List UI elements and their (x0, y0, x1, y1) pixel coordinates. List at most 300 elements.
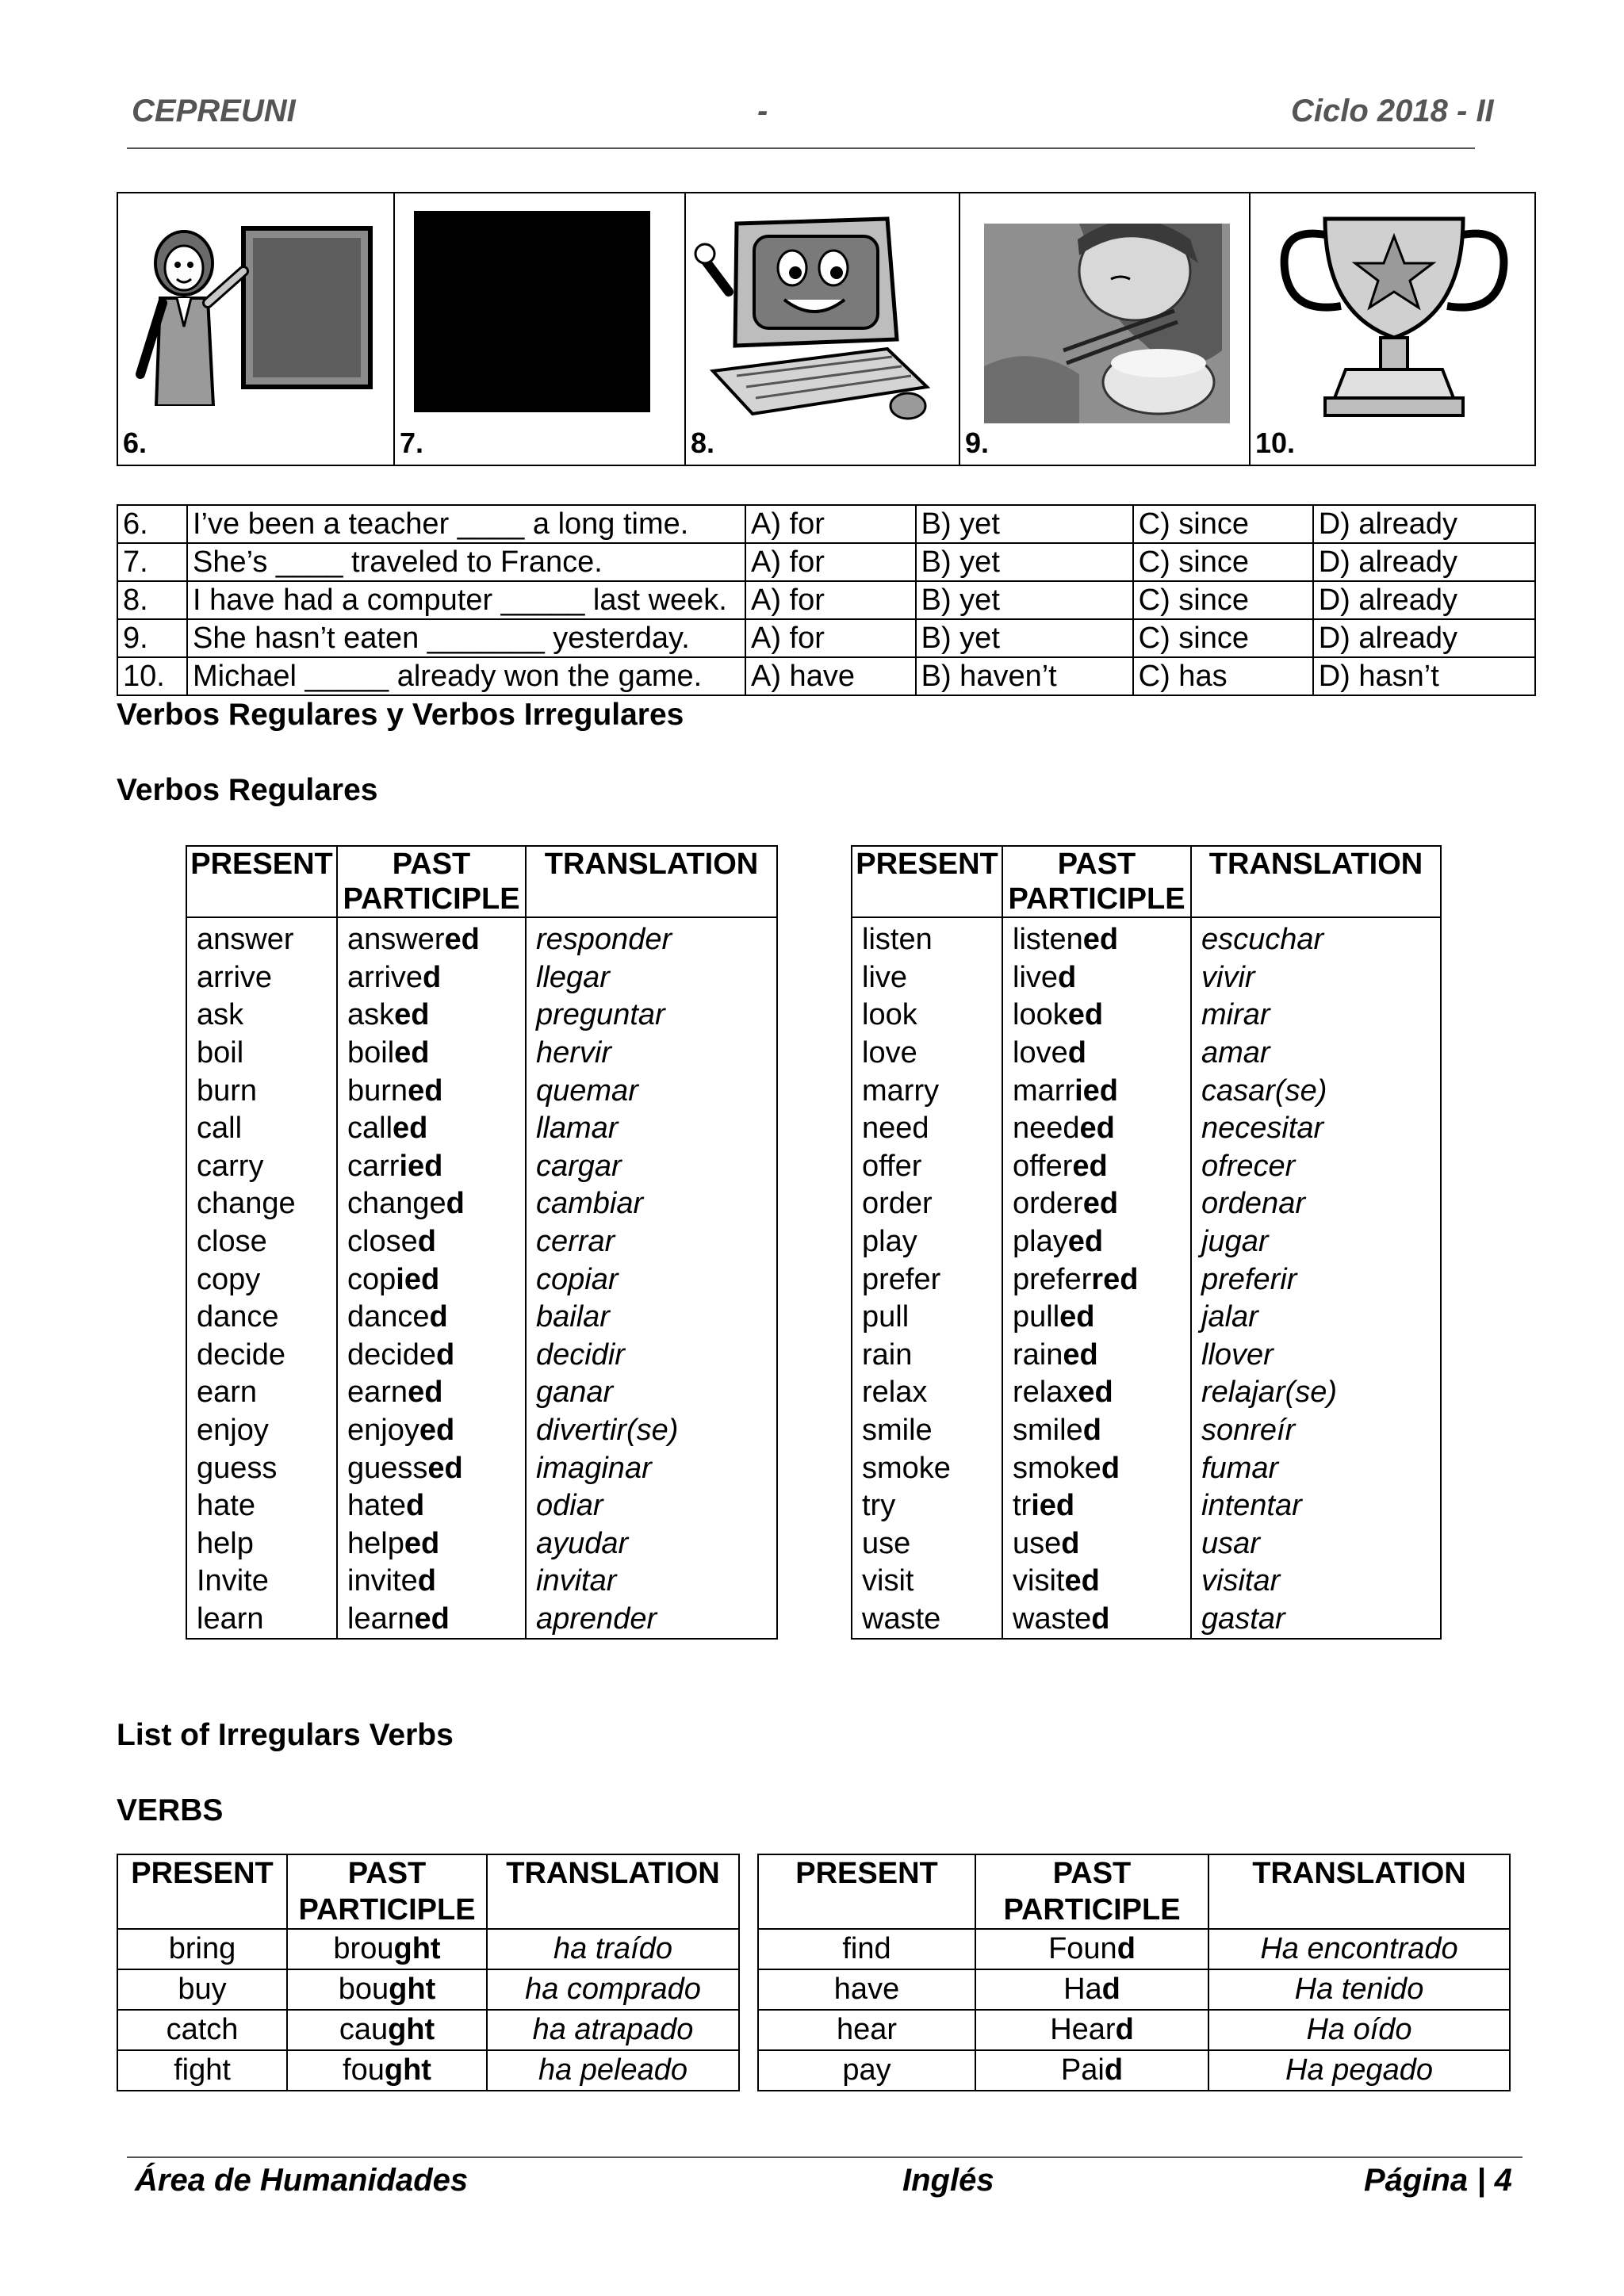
verb-row (852, 1337, 1441, 1375)
verb-present: use (852, 1525, 1002, 1563)
exercise-sentence: I’ve been a teacher ____ a long time. (187, 505, 745, 543)
participle-ending: d (1061, 1526, 1080, 1560)
verb-past-participle (1002, 1487, 1191, 1525)
image-label-8: 8. (691, 427, 715, 459)
verb-present: smile (852, 1412, 1002, 1450)
verb-row (852, 1110, 1441, 1148)
participle-stem: Hear (1050, 2013, 1116, 2046)
verb-present: dance (186, 1299, 337, 1337)
regular-section-title: Verbos Regulares (117, 773, 378, 807)
participle-ending: ied (399, 1149, 443, 1183)
verb-row (186, 1487, 777, 1525)
verb-present: look (852, 997, 1002, 1035)
exercise-option-b: B) yet (916, 581, 1133, 619)
participle-ending: ed (404, 1526, 440, 1560)
verb-translation: amar (1191, 1035, 1441, 1073)
participle-stem: need (1013, 1112, 1080, 1146)
verb-row (186, 1449, 777, 1487)
participle-stem: tr (1013, 1489, 1032, 1523)
exercise-option-c: C) since (1133, 505, 1313, 543)
participle-stem: look (1013, 998, 1068, 1032)
verb-translation: aprender (526, 1601, 777, 1640)
verb-row (117, 1929, 739, 1969)
verb-translation: relajar(se) (1191, 1374, 1441, 1412)
participle-ending: ght (389, 1973, 436, 2006)
verb-past-participle (975, 1929, 1208, 1969)
exercise-option-b: B) yet (916, 619, 1133, 657)
participle-ending: d (1104, 2053, 1124, 2087)
participle-stem: burn (347, 1073, 408, 1108)
exercise-sentence: I have had a computer _____ last week. (187, 581, 745, 619)
girl-eating-rice-icon (984, 224, 1230, 423)
cartoon-computer-icon (689, 212, 943, 427)
participle-ending: ed (414, 1601, 450, 1636)
col-past-participle: PAST PARTICIPLE (337, 846, 526, 917)
footer-page: Página | 4 (1364, 2163, 1512, 2198)
verb-translation: invitar (526, 1563, 777, 1601)
verb-past-participle (975, 1969, 1208, 2010)
participle-stem: offer (1013, 1149, 1073, 1183)
verb-present: copy (186, 1261, 337, 1299)
participle-stem: help (347, 1526, 404, 1560)
participle-stem: pull (1013, 1300, 1060, 1334)
image-cell-6 (118, 193, 395, 465)
exercise-sentence: She hasn’t eaten _______ yesterday. (187, 619, 745, 657)
trophy-icon (1270, 211, 1519, 425)
participle-ending: ed (1067, 1225, 1104, 1259)
header-institution: CEPREUNI (132, 94, 296, 128)
footer-subject: Inglés (902, 2163, 994, 2198)
verb-present: answer (186, 917, 337, 959)
verb-present: play (852, 1223, 1002, 1261)
participle-ending: d (435, 1337, 455, 1372)
verb-translation: ayudar (526, 1525, 777, 1563)
verb-translation: llegar (526, 959, 777, 997)
verb-past-participle (337, 1072, 526, 1110)
verb-row (186, 1601, 777, 1640)
verb-translation: ha atrapado (487, 2010, 739, 2050)
verb-present: try (852, 1487, 1002, 1525)
header-rule (127, 147, 1475, 149)
verb-row (186, 1185, 777, 1223)
verb-translation: odiar (526, 1487, 777, 1525)
verb-present: enjoy (186, 1412, 337, 1450)
participle-ending: d (1101, 1973, 1120, 2006)
verb-row (186, 1525, 777, 1563)
verb-past-participle (337, 1110, 526, 1148)
verb-row (758, 1969, 1510, 2010)
participle-ending: d (1067, 1036, 1086, 1070)
verb-present: Invite (186, 1563, 337, 1601)
image-label-7: 7. (400, 427, 424, 459)
participle-ending: d (1115, 2013, 1134, 2046)
verb-translation: fumar (1191, 1449, 1441, 1487)
participle-stem: smile (1013, 1414, 1083, 1448)
participle-stem: hate (347, 1489, 406, 1523)
col-present: PRESENT (186, 846, 337, 917)
verb-translation: Ha oído (1208, 2010, 1510, 2050)
col-past-participle: PAST PARTICIPLE (1002, 846, 1191, 917)
participle-ending: ied (1031, 1489, 1075, 1523)
participle-stem: Ha (1063, 1973, 1102, 2006)
verb-translation: casar(se) (1191, 1072, 1441, 1110)
exercise-number: 7. (117, 543, 187, 581)
verb-translation: hervir (526, 1035, 777, 1073)
verb-row (186, 1072, 777, 1110)
verb-translation: decidir (526, 1337, 777, 1375)
verb-past-participle (337, 959, 526, 997)
exercise-option-c: C) has (1133, 657, 1313, 695)
image-cell-10 (1251, 193, 1538, 465)
verb-past-participle (1002, 1525, 1191, 1563)
header-cycle: Ciclo 2018 - II (1291, 94, 1494, 128)
verb-row (186, 917, 777, 959)
verb-row (852, 1299, 1441, 1337)
exercise-row (117, 657, 1535, 695)
participle-stem: waste (1013, 1601, 1092, 1636)
col-past-participle: PAST PARTICIPLE (287, 1854, 487, 1929)
exercise-sentence: Michael _____ already won the game. (187, 657, 745, 695)
verb-present: catch (117, 2010, 287, 2050)
verb-row (852, 1563, 1441, 1601)
participle-stem: learn (347, 1601, 415, 1636)
verb-past-participle (337, 1185, 526, 1223)
verb-translation: sonreír (1191, 1412, 1441, 1450)
verb-past-participle (337, 1601, 526, 1640)
regular-verbs-table-left (186, 845, 778, 1640)
verb-present: decide (186, 1337, 337, 1375)
participle-ending: ed (1079, 1112, 1115, 1146)
verb-past-participle (1002, 1449, 1191, 1487)
participle-ending: ed (1064, 1564, 1100, 1598)
col-present: PRESENT (758, 1854, 975, 1929)
verb-past-participle (337, 1487, 526, 1525)
verb-translation: cerrar (526, 1223, 777, 1261)
col-present: PRESENT (852, 846, 1002, 917)
exercise-row (117, 543, 1535, 581)
verb-row (758, 2010, 1510, 2050)
participle-stem: cop (347, 1262, 396, 1296)
verb-row (852, 1525, 1441, 1563)
participle-stem: relax (1013, 1376, 1078, 1410)
verb-past-participle (1002, 1299, 1191, 1337)
participle-ending: ed (444, 923, 480, 957)
verb-translation: visitar (1191, 1563, 1441, 1601)
verb-translation: vivir (1191, 959, 1441, 997)
image-label-10: 10. (1255, 427, 1296, 459)
exercise-row (117, 581, 1535, 619)
exercise-option-b: B) haven’t (916, 657, 1133, 695)
participle-stem: guess (347, 1451, 428, 1485)
verb-translation: preguntar (526, 997, 777, 1035)
verb-past-participle (337, 1148, 526, 1186)
verb-present: change (186, 1185, 337, 1223)
verb-translation: usar (1191, 1525, 1441, 1563)
participle-stem: live (1013, 960, 1059, 994)
verb-past-participle (1002, 1185, 1191, 1223)
exercise-option-a: A) for (745, 581, 916, 619)
participle-ending: ed (1082, 1187, 1119, 1221)
verb-translation: Ha tenido (1208, 1969, 1510, 2010)
verb-past-participle (1002, 1035, 1191, 1073)
verb-present: listen (852, 917, 1002, 959)
verbs-section-title: VERBS (117, 1793, 224, 1827)
exercise-option-d: D) already (1313, 543, 1535, 581)
verb-row (852, 1449, 1441, 1487)
participle-ending: ied (396, 1262, 440, 1296)
verb-row (186, 1148, 777, 1186)
participle-ending: d (417, 1564, 436, 1598)
verb-past-participle (975, 2010, 1208, 2050)
exercise-option-a: A) for (745, 619, 916, 657)
verb-row (117, 2010, 739, 2050)
participle-ending: d (1082, 1414, 1101, 1448)
verb-past-participle (287, 2050, 487, 2091)
image-label-6: 6. (123, 427, 147, 459)
participle-ending: d (446, 1187, 465, 1221)
verb-present: love (852, 1035, 1002, 1073)
exercise-table (117, 504, 1536, 696)
verb-row (852, 1261, 1441, 1299)
verb-past-participle (337, 917, 526, 959)
verb-past-participle (1002, 1412, 1191, 1450)
verb-past-participle (1002, 1223, 1191, 1261)
verb-row (186, 1223, 777, 1261)
participle-ending: d (1091, 1601, 1110, 1636)
image-cell-7 (395, 193, 686, 465)
participle-ending: ght (393, 1932, 441, 1965)
participle-stem: play (1013, 1225, 1068, 1259)
verb-row (758, 1929, 1510, 1969)
verb-translation: Ha pegado (1208, 2050, 1510, 2091)
verb-row (852, 997, 1441, 1035)
participle-stem: call (347, 1112, 393, 1146)
verb-past-participle (1002, 1261, 1191, 1299)
verb-present: marry (852, 1072, 1002, 1110)
exercise-row (117, 505, 1535, 543)
participle-ending: red (1091, 1262, 1139, 1296)
verb-row (852, 1487, 1441, 1525)
verb-translation: gastar (1191, 1601, 1441, 1640)
participle-ending: ght (388, 2013, 435, 2046)
participle-stem: visit (1013, 1564, 1065, 1598)
participle-ending: ed (1063, 1337, 1098, 1372)
verb-translation: quemar (526, 1072, 777, 1110)
verb-present: find (758, 1929, 975, 1969)
exercise-sentence: She’s ____ traveled to France. (187, 543, 745, 581)
exercise-option-c: C) since (1133, 581, 1313, 619)
verb-present: help (186, 1525, 337, 1563)
verb-present: learn (186, 1601, 337, 1640)
participle-ending: ed (1082, 923, 1119, 957)
verb-past-participle (337, 1525, 526, 1563)
verb-present: hate (186, 1487, 337, 1525)
exercise-option-a: A) have (745, 657, 916, 695)
verb-past-participle (287, 2010, 487, 2050)
verb-past-participle (337, 1261, 526, 1299)
col-past-participle: PAST PARTICIPLE (975, 1854, 1208, 1929)
verb-present: live (852, 959, 1002, 997)
verb-past-participle (1002, 917, 1191, 959)
verb-translation: preferir (1191, 1261, 1441, 1299)
verb-translation: divertir(se) (526, 1412, 777, 1450)
verb-translation: jalar (1191, 1299, 1441, 1337)
verb-row (186, 1374, 777, 1412)
participle-stem: close (347, 1225, 418, 1259)
verb-row (186, 1299, 777, 1337)
participle-ending: d (405, 1489, 425, 1523)
verb-present: boil (186, 1035, 337, 1073)
verb-translation: escuchar (1191, 917, 1441, 959)
verb-row (852, 1148, 1441, 1186)
verb-present: arrive (186, 959, 337, 997)
participle-ending: ed (427, 1451, 463, 1485)
verb-row (852, 959, 1441, 997)
verb-present: order (852, 1185, 1002, 1223)
verb-row (186, 1261, 777, 1299)
col-translation: TRANSLATION (487, 1854, 739, 1929)
verb-row (186, 1337, 777, 1375)
verb-row (852, 1374, 1441, 1412)
verb-present: earn (186, 1374, 337, 1412)
participle-ending: ed (1059, 1300, 1095, 1334)
verb-past-participle (337, 1374, 526, 1412)
exercise-option-a: A) for (745, 543, 916, 581)
exercise-option-c: C) since (1133, 619, 1313, 657)
teacher-at-board-icon (124, 216, 386, 406)
participle-ending: ied (1074, 1073, 1119, 1108)
verb-row (186, 1563, 777, 1601)
regular-verbs-table-right (851, 845, 1442, 1640)
verb-translation: intentar (1191, 1487, 1441, 1525)
participle-stem: prefer (1013, 1262, 1092, 1296)
verb-past-participle (1002, 997, 1191, 1035)
participle-stem: order (1013, 1187, 1083, 1221)
verb-translation: copiar (526, 1261, 777, 1299)
verb-present: waste (852, 1601, 1002, 1640)
participle-stem: answer (347, 923, 445, 957)
verb-translation: ha peleado (487, 2050, 739, 2091)
exercise-option-b: B) yet (916, 543, 1133, 581)
verb-row (852, 1223, 1441, 1261)
verb-present: relax (852, 1374, 1002, 1412)
participle-stem: marr (1013, 1073, 1075, 1108)
verb-past-participle (337, 1035, 526, 1073)
verb-past-participle (337, 1563, 526, 1601)
exercise-option-b: B) yet (916, 505, 1133, 543)
participle-ending: ed (1078, 1376, 1113, 1410)
exercise-option-d: D) already (1313, 581, 1535, 619)
image-strip (117, 192, 1536, 466)
participle-ending: ed (394, 1036, 430, 1070)
verb-translation: bailar (526, 1299, 777, 1337)
verb-present: bring (117, 1929, 287, 1969)
verb-present: guess (186, 1449, 337, 1487)
black-square-icon (414, 211, 650, 412)
verb-present: close (186, 1223, 337, 1261)
verb-past-participle (1002, 1148, 1191, 1186)
participle-stem: Pai (1060, 2053, 1105, 2087)
verb-translation: llover (1191, 1337, 1441, 1375)
exercise-number: 8. (117, 581, 187, 619)
verb-translation: ha traído (487, 1929, 739, 1969)
verb-translation: mirar (1191, 997, 1441, 1035)
col-translation: TRANSLATION (1208, 1854, 1510, 1929)
verb-present: pull (852, 1299, 1002, 1337)
verb-past-participle (287, 1969, 487, 2010)
participle-ending: ed (408, 1376, 443, 1410)
verb-translation: cargar (526, 1148, 777, 1186)
verb-present: rain (852, 1337, 1002, 1375)
participle-stem: rain (1013, 1337, 1063, 1372)
participle-stem: bou (338, 1973, 389, 2006)
verb-present: ask (186, 997, 337, 1035)
verb-row (852, 1412, 1441, 1450)
col-translation: TRANSLATION (526, 846, 777, 917)
verb-present: smoke (852, 1449, 1002, 1487)
verb-present: offer (852, 1148, 1002, 1186)
verb-past-participle (1002, 1110, 1191, 1148)
participle-stem: boil (347, 1036, 395, 1070)
footer-area: Área de Humanidades (135, 2163, 469, 2198)
participle-ending: d (1101, 1451, 1120, 1485)
verb-row (758, 2050, 1510, 2091)
col-translation: TRANSLATION (1191, 846, 1441, 917)
participle-stem: arrive (347, 960, 423, 994)
verb-row (117, 2050, 739, 2091)
participle-ending: d (1058, 960, 1077, 994)
col-present: PRESENT (117, 1854, 287, 1929)
participle-stem: carr (347, 1149, 400, 1183)
exercise-number: 10. (117, 657, 187, 695)
verb-translation: ofrecer (1191, 1148, 1441, 1186)
participle-ending: ed (393, 1112, 428, 1146)
verb-present: need (852, 1110, 1002, 1148)
verb-translation: ganar (526, 1374, 777, 1412)
verb-translation: responder (526, 917, 777, 959)
verb-translation: cambiar (526, 1185, 777, 1223)
participle-ending: d (1116, 1932, 1136, 1965)
verb-translation: ordenar (1191, 1185, 1441, 1223)
verb-translation: necesitar (1191, 1110, 1441, 1148)
header-separator: - (757, 94, 768, 128)
participle-stem: ask (347, 998, 395, 1032)
verb-row (117, 1969, 739, 2010)
verb-present: have (758, 1969, 975, 2010)
verb-translation: llamar (526, 1110, 777, 1148)
main-section-title: Verbos Regulares y Verbos Irregulares (117, 698, 684, 732)
verb-present: prefer (852, 1261, 1002, 1299)
verb-present: buy (117, 1969, 287, 2010)
verb-past-participle (287, 1929, 487, 1969)
participle-stem: dance (347, 1300, 430, 1334)
verb-present: burn (186, 1072, 337, 1110)
participle-ending: ght (384, 2053, 431, 2087)
exercise-option-a: A) for (745, 505, 916, 543)
verb-past-participle (1002, 1337, 1191, 1375)
participle-stem: change (347, 1187, 446, 1221)
participle-ending: ed (1072, 1149, 1108, 1183)
verb-present: pay (758, 2050, 975, 2091)
exercise-option-d: D) already (1313, 619, 1535, 657)
verb-past-participle (1002, 1374, 1191, 1412)
exercise-option-c: C) since (1133, 543, 1313, 581)
participle-ending: ed (408, 1073, 443, 1108)
image-label-9: 9. (965, 427, 990, 459)
participle-stem: enjoy (347, 1414, 419, 1448)
verb-past-participle (1002, 1072, 1191, 1110)
participle-stem: use (1013, 1526, 1062, 1560)
